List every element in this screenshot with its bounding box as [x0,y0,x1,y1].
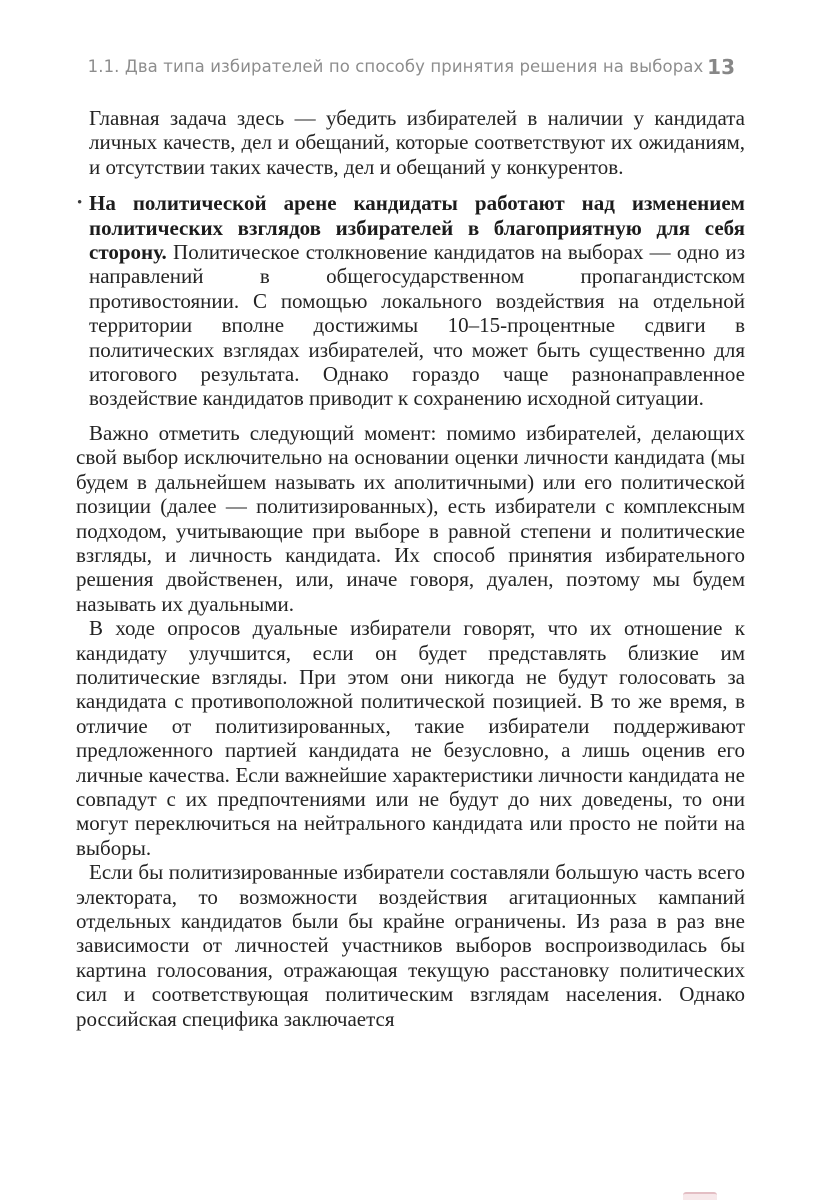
paragraph: Если бы политизированные избиратели составляли большую часть всего электората, то возможности воздействия агитационных кампаний отдельных кандидатов были бы крайне ограничены. Из раза в раз вне зависимости от личностей участников выборов воспроизводилась бы картина голосования, отражающая текущую расстановку политических сил и соответствующая политическим взглядам населения. Однако российская специфика заключается [76,860,745,1031]
paragraph: Главная задача здесь — убедить избирателей в наличии у кандидата личных качеств, дел и обещаний, которые соответствуют их ожиданиям, и отсутствии таких качеств, дел и обещаний у конкурентов. [89,106,745,179]
running-head-title: 1.1. Два типа избирателей по способу принятия решения на выборах [87,57,704,76]
paragraph: Важно отметить следующий момент: помимо избирателей, делающих свой выбор исключительно на основании оценки личности кандидата (мы будем в дальнейшем называть их аполитичными) или его политической позиции (далее — политизированных), есть избиратели с комплексным подходом, учитывающие при выборе в равной степени и политические взгляды, и личность кандидата. Их способ принятия избирательного решения двойственен, или, иначе говоря, дуален, поэтому мы будем называть их дуальными. [76,420,745,616]
page-body [76,106,745,1031]
bullet-item: • На политической арене кандидаты работают над изменением политических взглядов избирателей в благоприятную для себя сторону. Политическое столкновение кандидатов на выборах — одно из направлений в общегосударственном пропагандистском противостоянии. С помощью локального воздействия на отдельной территории вполне достижимы 10–15-процентные сдвиги в политических взглядах избирателей, что может быть существенно для итогового результата. Однако гораздо чаще разнонаправленное воздействие кандидатов приводит к сохранению исходной ситуации. [77,191,745,411]
paragraph: В ходе опросов дуальные избиратели говорят, что их отношение к кандидату улучшится, если он будет представлять близкие им политические взгляды. При этом они никогда не будут голосовать за кандидата с противоположной политической позицией. В то же время, в отличие от политизированных, такие избиратели поддерживают предложенного партией кандидата не безусловно, а лишь оценив его личные качества. Если важнейшие характеристики личности кандидата не совпадут с их предпочтениями или не будут до них доведены, то они могут переключиться на нейтрального кандидата или просто не пойти на выборы. [76,616,745,860]
bullet-marker-icon: • [77,195,83,212]
pink-element-edge[interactable] [683,1192,717,1200]
bullet-bold-lead: На политической арене кандидаты работают над изменением политических взглядов избирателей в благоприятную для себя сторону. [89,191,745,265]
page-number: 13 [707,55,735,79]
running-header [76,55,745,79]
